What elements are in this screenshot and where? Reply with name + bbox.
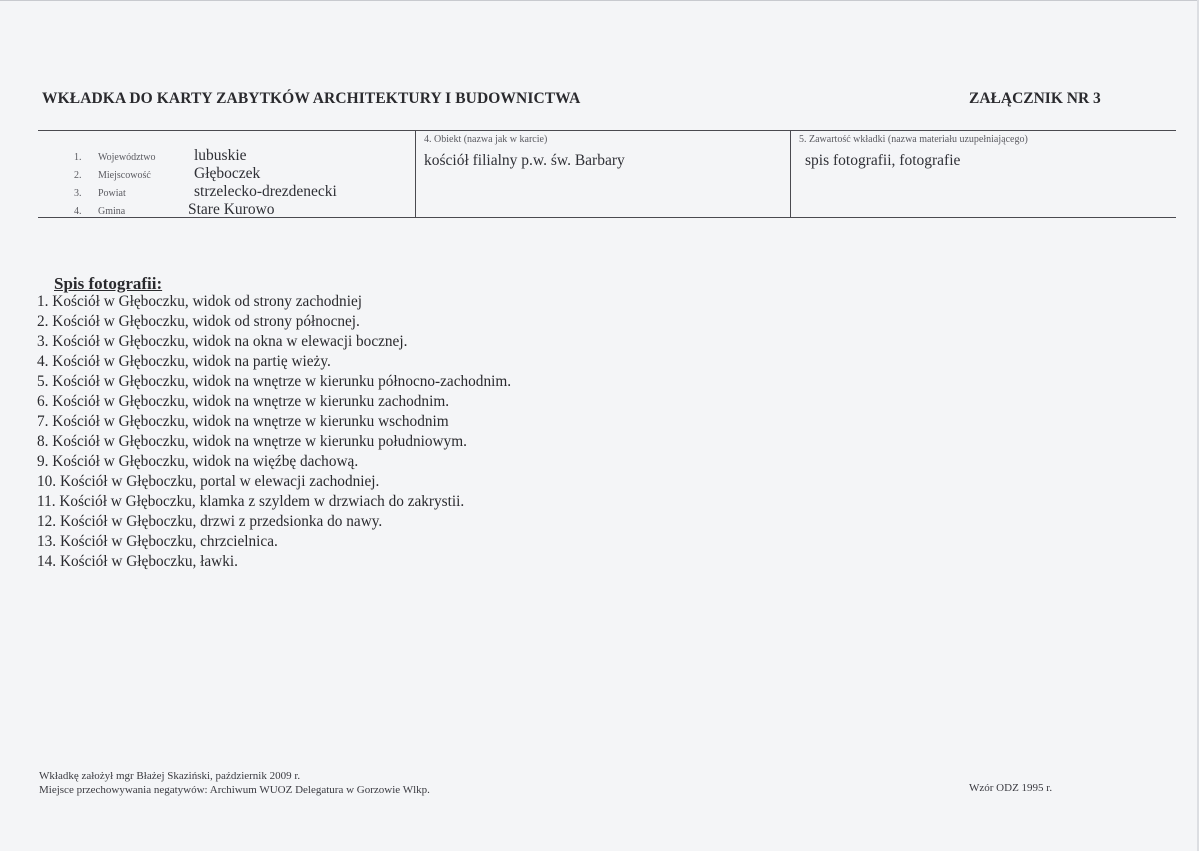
list-item: 2. Kościół w Głęboczku, widok od strony północnej. — [37, 313, 360, 330]
object-field-label: 4. Obiekt (nazwa jak w karcie) — [424, 134, 548, 145]
location-row-county — [38, 183, 414, 203]
list-item: 11. Kościół w Głęboczku, klamka z szyldem w drzwiach do zakrystii. — [37, 493, 465, 510]
object-field-value: kościół filialny p.w. św. Barbary — [424, 152, 625, 169]
column-divider — [790, 131, 791, 217]
page-edge — [0, 0, 1199, 1]
list-item: 5. Kościół w Głęboczku, widok na wnętrze w kierunku północno-zachodnim. — [37, 373, 512, 390]
list-item: 10. Kościół w Głęboczku, portal w elewacji zachodniej. — [37, 473, 380, 490]
list-item: 13. Kościół w Głęboczku, chrzcielnica. — [37, 533, 278, 550]
row-number: 4. — [74, 206, 82, 217]
row-value: Głęboczek — [194, 165, 261, 182]
row-label: Miejscowość — [98, 170, 151, 181]
row-label: Powiat — [98, 188, 126, 199]
list-item: 1. Kościół w Głęboczku, widok od strony zachodniej — [37, 293, 362, 310]
location-row-commune — [38, 201, 414, 221]
list-item: 14. Kościół w Głęboczku, ławki. — [37, 553, 238, 570]
footer-form-version: Wzór ODZ 1995 r. — [969, 782, 1053, 794]
column-divider — [415, 131, 416, 217]
attachment-number: ZAŁĄCZNIK NR 3 — [969, 90, 1101, 107]
row-number: 2. — [74, 170, 82, 181]
photo-list-heading: Spis fotografii: — [54, 274, 163, 293]
footer-negatives-location: Miejsce przechowywania negatywów: Archiwum WUOZ Delegatura w Gorzowie Wlkp. — [39, 784, 430, 796]
contents-field-value: spis fotografii, fotografie — [805, 152, 961, 169]
header-table — [38, 130, 1176, 218]
row-label: Gmina — [98, 206, 126, 217]
list-item: 8. Kościół w Głęboczku, widok na wnętrze w kierunku południowym. — [37, 433, 467, 450]
row-value: Stare Kurowo — [188, 201, 275, 218]
list-item: 6. Kościół w Głęboczku, widok na wnętrze w kierunku zachodnim. — [37, 393, 450, 410]
row-number: 3. — [74, 188, 82, 199]
list-item: 4. Kościół w Głęboczku, widok na partię wieży. — [37, 353, 331, 370]
location-row-locality — [38, 165, 414, 185]
row-label: Województwo — [98, 152, 156, 163]
list-item: 9. Kościół w Głęboczku, widok na więźbę dachową. — [37, 453, 359, 470]
row-value: strzelecko-drezdenecki — [194, 183, 337, 200]
list-item: 12. Kościół w Głęboczku, drzwi z przedsionka do nawy. — [37, 513, 383, 530]
contents-field-label: 5. Zawartość wkładki (nazwa materiału uzupełniającego) — [799, 134, 1028, 145]
footer-author: Wkładkę założył mgr Błażej Skaziński, październik 2009 r. — [39, 770, 301, 782]
row-number: 1. — [74, 152, 82, 163]
row-value: lubuskie — [194, 147, 247, 164]
document-title: WKŁADKA DO KARTY ZABYTKÓW ARCHITEKTURY I BUDOWNICTWA — [42, 90, 581, 107]
list-item: 3. Kościół w Głęboczku, widok na okna w elewacji bocznej. — [37, 333, 408, 350]
location-row-voivodeship — [38, 147, 414, 167]
list-item: 7. Kościół w Głęboczku, widok na wnętrze w kierunku wschodnim — [37, 413, 449, 430]
photo-list — [37, 292, 511, 572]
